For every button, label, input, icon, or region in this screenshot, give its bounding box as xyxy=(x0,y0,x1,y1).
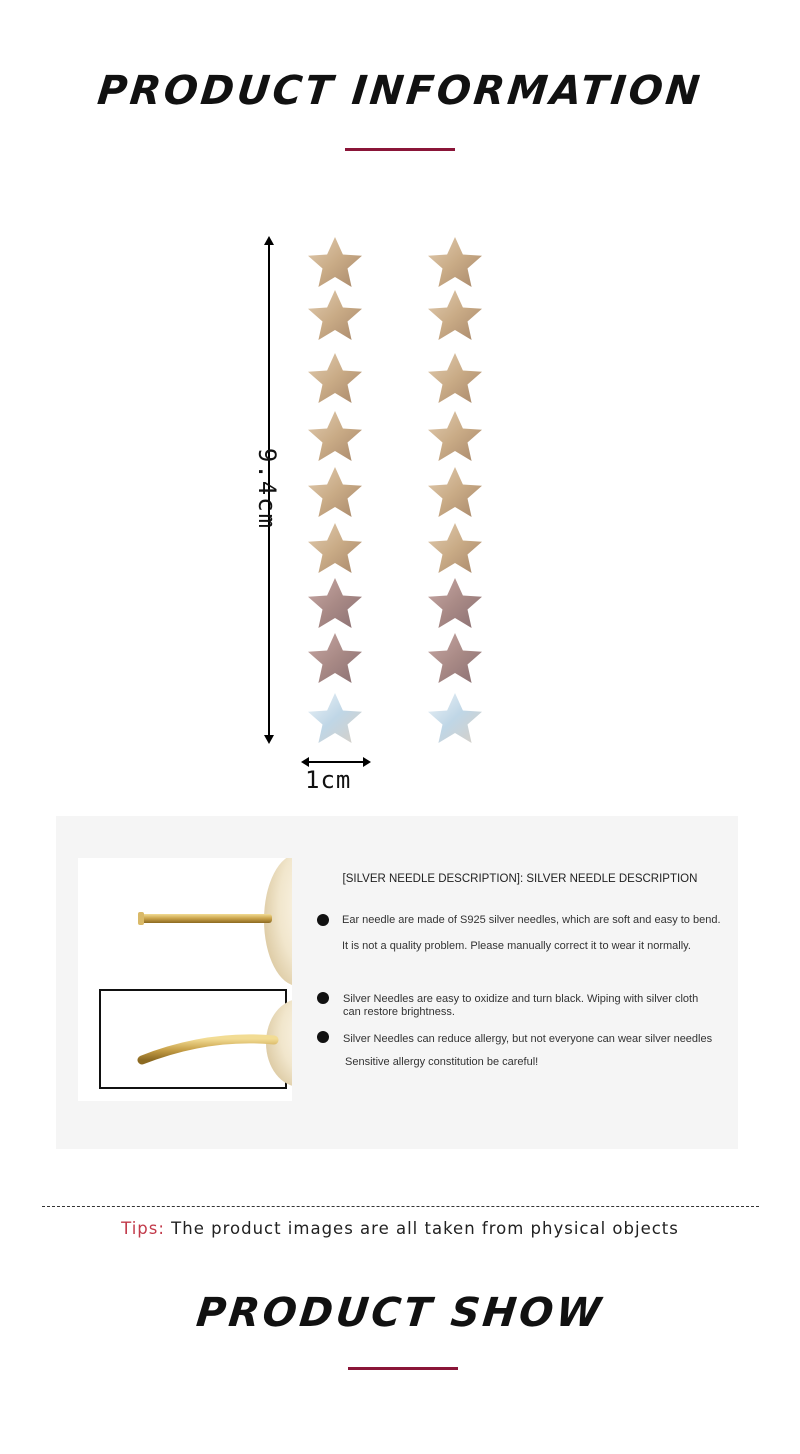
width-label: 1cm xyxy=(305,766,352,794)
height-label: 9.4cm xyxy=(253,447,282,531)
bullet-icon xyxy=(317,992,329,1004)
right-earring xyxy=(428,237,482,743)
bullet-icon xyxy=(317,914,329,926)
needle-desc-line: It is not a quality problem. Please manually correct it to wear it normally. xyxy=(342,940,691,952)
title-underline xyxy=(345,148,455,151)
dashed-divider xyxy=(42,1206,759,1207)
left-earring xyxy=(308,237,362,743)
needle-desc-line: Ear needle are made of S925 silver needles, which are soft and easy to bend. xyxy=(342,914,721,926)
tips-text: The product images are all taken from physical objects xyxy=(164,1219,679,1238)
tips-note xyxy=(0,1219,800,1238)
needle-desc-line: Silver Needles can reduce allergy, but not everyone can wear silver needles xyxy=(343,1033,713,1045)
needle-desc-line: Silver Needles are easy to oxidize and turn black. Wiping with silver cloth xyxy=(343,993,699,1005)
section-title-product-show: PRODUCT SHOW xyxy=(194,1290,606,1336)
star-earrings-image xyxy=(290,230,510,750)
needle-photo xyxy=(78,858,292,1101)
bullet-icon xyxy=(317,1031,329,1043)
needle-desc-line: Sensitive allergy constitution be careful! xyxy=(345,1056,539,1068)
needle-illustration xyxy=(78,858,292,1101)
width-measure-line xyxy=(305,761,367,763)
arrow-right-icon xyxy=(363,757,371,767)
tips-label: Tips: xyxy=(121,1219,165,1238)
silver-needle-title: [SILVER NEEDLE DESCRIPTION]: SILVER NEEDLE DESCRIPTION xyxy=(342,873,698,885)
title-underline xyxy=(348,1367,458,1370)
section-title-product-information: PRODUCT INFORMATION xyxy=(95,68,705,114)
arrow-down-icon xyxy=(264,735,274,744)
needle-desc-line: can restore brightness. xyxy=(343,1006,455,1018)
